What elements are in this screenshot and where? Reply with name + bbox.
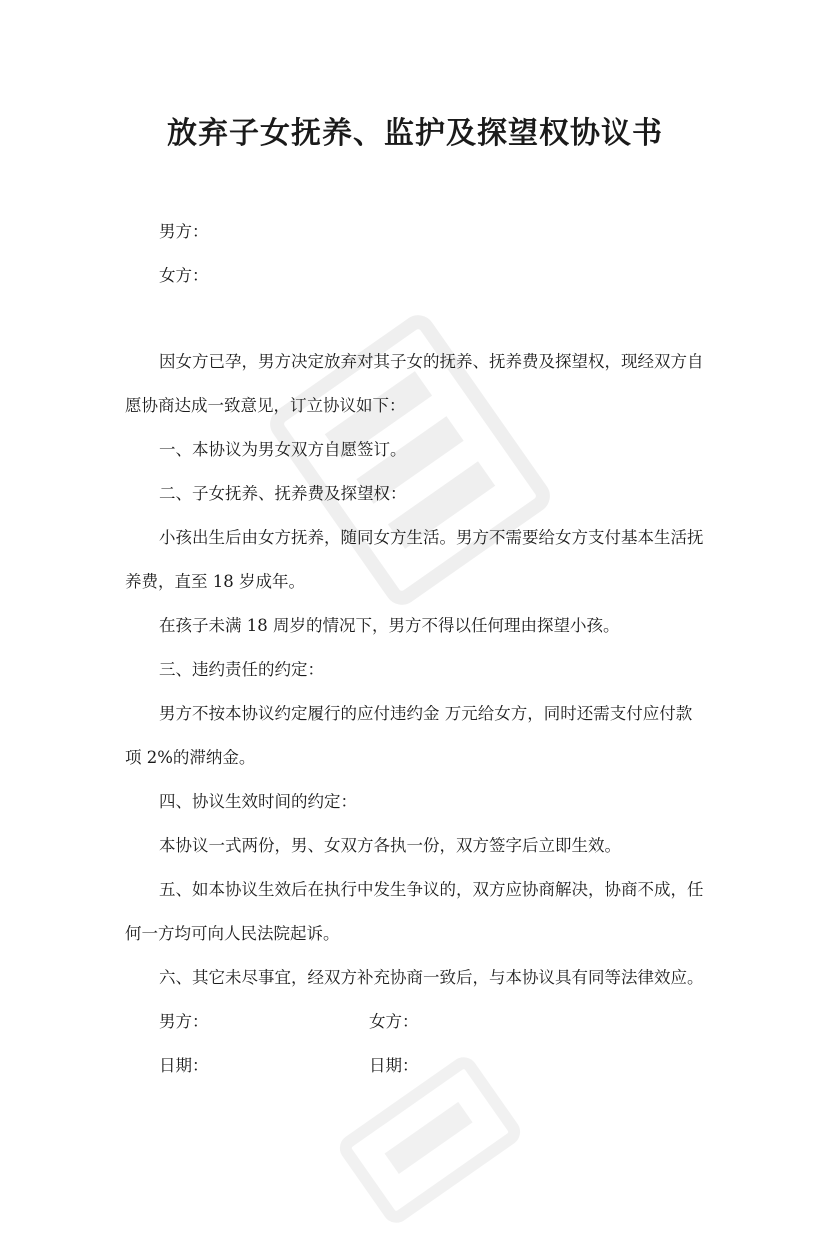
clause-3-heading: 三、违约责任的约定： bbox=[159, 660, 324, 679]
clause-3-text-line-2: 项 2%的滞纳金。 bbox=[125, 748, 256, 767]
clause-2-heading: 二、子女抚养、抚养费及探望权： bbox=[159, 484, 407, 503]
clause-2-text-line-2: 养费，直至 18 岁成年。 bbox=[125, 572, 305, 591]
clause-6: 六、其它未尽事宜，经双方补充协商一致后，与本协议具有同等法律效应。 bbox=[159, 968, 704, 987]
clause-2-visitation: 在孩子未满 18 周岁的情况下，男方不得以任何理由探望小孩。 bbox=[159, 616, 620, 635]
clause-4-text: 本协议一式两份，男、女双方各执一份，双方签字后立即生效。 bbox=[159, 836, 621, 855]
clause-4-heading: 四、协议生效时间的约定： bbox=[159, 792, 357, 811]
signature-male-date: 日期： bbox=[159, 1056, 209, 1075]
signature-female-date: 日期： bbox=[369, 1056, 419, 1075]
clause-5-line-1: 五、如本协议生效后在执行中发生争议的，双方应协商解决，协商不成，任 bbox=[159, 880, 704, 899]
signature-female-label: 女方： bbox=[369, 1012, 419, 1031]
party-male-label: 男方： bbox=[159, 222, 209, 241]
clause-5-line-2: 何一方均可向人民法院起诉。 bbox=[125, 924, 340, 943]
party-female-label: 女方： bbox=[159, 266, 209, 285]
clause-2-text-line-1: 小孩出生后由女方抚养，随同女方生活。男方不需要给女方支付基本生活抚 bbox=[159, 528, 704, 547]
clause-3-text-line-1: 男方不按本协议约定履行的应付违约金 万元给女方，同时还需支付应付款 bbox=[159, 704, 693, 723]
intro-line-1: 因女方已孕，男方决定放弃对其子女的抚养、抚养费及探望权，现经双方自 bbox=[159, 352, 704, 371]
intro-line-2: 愿协商达成一致意见，订立协议如下： bbox=[125, 396, 406, 415]
document-title: 放弃子女抚养、监护及探望权协议书 bbox=[167, 116, 663, 151]
signature-male-label: 男方： bbox=[159, 1012, 209, 1031]
clause-1: 一、本协议为男女双方自愿签订。 bbox=[159, 440, 407, 459]
watermark-bottom-icon bbox=[322, 1039, 538, 1241]
